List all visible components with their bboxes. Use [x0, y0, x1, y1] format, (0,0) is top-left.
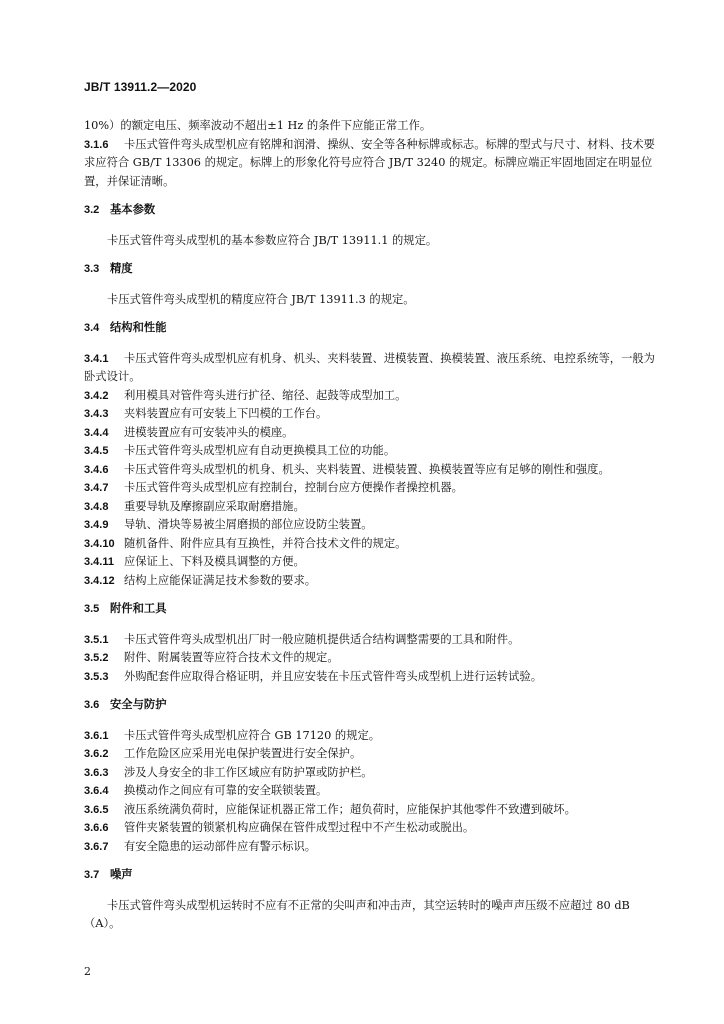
clause-number: 3.6.5 — [84, 803, 109, 816]
clause-item — [84, 516, 658, 535]
section-heading — [84, 201, 658, 220]
section-title: 附件和工具 — [110, 602, 167, 615]
clause-number: 3.4.2 — [84, 389, 109, 402]
clause-text: 卡压式管件弯头成型机应有控制台，控制台应方便操作者操控机器。 — [124, 481, 463, 494]
clause-item — [84, 631, 658, 650]
clause-number: 3.4.7 — [84, 482, 109, 494]
section-number: 3.4 — [84, 322, 100, 334]
page-number: 2 — [84, 965, 91, 978]
clause-number: 3.6.2 — [84, 748, 109, 760]
indented-paragraph: 卡压式管件弯头成型机运转时不应有不正常的尖叫声和冲击声，其空运转时的噪声声压级不应超过 80 dB（A）。 — [84, 898, 630, 930]
section-heading — [84, 260, 658, 279]
clause-number: 3.6.3 — [84, 766, 109, 779]
clause-text: 随机备件、附件应具有互换性，并符合技术文件的规定。 — [124, 536, 407, 550]
clause-item — [84, 461, 658, 480]
clause-text: 夹料装置应有可安装上下凹模的工作台。 — [124, 407, 328, 420]
document-header: JB/T 13911.2—2020 — [84, 80, 197, 94]
clause-text: 卡压式管件弯头成型机应符合 GB 17120 的规定。 — [124, 728, 381, 742]
clause-text: 附件、附属装置等应符合技术文件的规定。 — [124, 651, 339, 664]
section-number: 3.5 — [84, 603, 100, 615]
indented-paragraph: 卡压式管件弯头成型机的基本参数应符合 JB/T 13911.1 的规定。 — [107, 233, 438, 247]
clause-number: 3.6.7 — [84, 840, 109, 853]
clause-number: 3.4.4 — [84, 426, 109, 439]
section-title: 基本参数 — [110, 203, 156, 216]
section-title: 精度 — [110, 262, 133, 275]
clause-item — [84, 838, 658, 857]
section-number: 3.2 — [84, 204, 100, 216]
clause-text: 涉及人身安全的非工作区域应有防护罩或防护栏。 — [124, 765, 373, 779]
clause-number: 3.4.9 — [84, 519, 109, 531]
clause-item — [84, 764, 658, 783]
clause-number: 3.5.1 — [84, 633, 109, 646]
clause-text: 管件夹紧装置的锁紧机构应确保在管件成型过程中不产生松动或脱出。 — [124, 821, 475, 834]
clause-text: 液压系统满负荷时，应能保证机器正常工作；超负荷时，应能保护其他零件不致遭到破坏。 — [124, 802, 576, 816]
section-heading — [84, 319, 658, 338]
clause-text: 换模动作之间应有可靠的安全联锁装置。 — [124, 784, 328, 797]
section-heading — [84, 696, 658, 715]
clause-number: 3.4.11 — [84, 556, 114, 568]
clause-item — [84, 782, 658, 801]
clause-number: 3.4.3 — [84, 408, 109, 420]
clause-text: 重要导轨及摩擦副应采取耐磨措施。 — [124, 499, 305, 513]
clause-item — [84, 649, 658, 668]
clause-text: 卡压式管件弯头成型机应有自动更换模具工位的功能。 — [124, 444, 396, 457]
clause-item — [84, 498, 658, 517]
section-number: 3.6 — [84, 699, 100, 711]
section-title: 噪声 — [110, 868, 133, 881]
clause-item — [84, 572, 658, 591]
section-title: 安全与防护 — [110, 698, 167, 711]
clause-item — [84, 727, 658, 746]
clause-item — [84, 387, 658, 406]
clause-text: 卡压式管件弯头成型机的机身、机头、夹料装置、进模装置、换模装置等应有足够的刚性和强度。 — [124, 462, 610, 476]
clause-item — [84, 479, 658, 498]
clause-number: 3.4.12 — [84, 574, 115, 587]
section-title: 结构和性能 — [110, 321, 167, 334]
clause-item — [84, 350, 658, 387]
clause-text: 有安全隐患的运动部件应有警示标识。 — [124, 839, 317, 853]
clause-text: 外购配套件应取得合格证明，并且应安装在卡压式管件弯头成型机上进行运转试验。 — [124, 669, 542, 683]
clause-number: 3.5.2 — [84, 652, 109, 664]
clause-text: 卡压式管件弯头成型机应有铭牌和润滑、操纵、安全等各种标牌或标志。标牌的型式与尺寸、材料、技术要求应符合 GB/T 13306 的规定。标牌上的形象化符号应符合 JB/T 3240 的规定。标牌应端正牢固地固定在明显位置，并保证清晰。 — [84, 137, 655, 188]
clause-number: 3.4.8 — [84, 500, 109, 513]
clause-number: 3.4.10 — [84, 537, 115, 550]
section-number: 3.7 — [84, 869, 100, 881]
clause-number: 3.4.6 — [84, 463, 109, 476]
section-heading — [84, 866, 658, 885]
clause-item — [84, 668, 658, 687]
clause-text: 结构上应能保证满足技术参数的要求。 — [124, 573, 317, 587]
clause-item — [84, 442, 658, 461]
clause-item — [84, 535, 658, 554]
clause-item — [84, 405, 658, 424]
clause-text: 卡压式管件弯头成型机出厂时一般应随机提供适合结构调整需要的工具和附件。 — [124, 632, 520, 646]
clause-item — [84, 424, 658, 443]
clause-number: 3.6.4 — [84, 785, 109, 797]
section-number: 3.3 — [84, 263, 100, 275]
section-heading — [84, 600, 658, 619]
clause-text: 工作危险区应采用光电保护装置进行安全保护。 — [124, 747, 362, 760]
clause-number: 3.4.5 — [84, 445, 109, 457]
clause-number: 3.4.1 — [84, 352, 109, 365]
clause-item — [84, 553, 658, 572]
clause-text: 卡压式管件弯头成型机应有机身、机头、夹料装置、进模装置、换模装置、液压系统、电控系统等，一般为卧式设计。 — [84, 351, 655, 383]
clause-number: 3.5.3 — [84, 670, 109, 683]
document-body — [84, 117, 658, 944]
paragraph: 10%）的额定电压、频率波动不超出±1 Hz 的条件下应能正常工作。 — [84, 119, 432, 132]
clause-item — [84, 819, 658, 838]
clause-text: 应保证上、下料及模具调整的方便。 — [124, 555, 305, 568]
clause-text: 进模装置应有可安装冲头的模座。 — [124, 425, 294, 439]
clause-text: 导轨、滑块等易被尘屑磨损的部位应设防尘装置。 — [124, 518, 373, 531]
clause-text: 利用模具对管件弯头进行扩径、缩径、起鼓等成型加工。 — [124, 388, 407, 402]
clause-item — [84, 801, 658, 820]
clause-item — [84, 136, 658, 192]
clause-item — [84, 745, 658, 764]
clause-number: 3.1.6 — [84, 138, 109, 151]
indented-paragraph: 卡压式管件弯头成型机的精度应符合 JB/T 13911.3 的规定。 — [107, 292, 415, 306]
clause-number: 3.6.1 — [84, 729, 109, 742]
clause-number: 3.6.6 — [84, 822, 109, 834]
